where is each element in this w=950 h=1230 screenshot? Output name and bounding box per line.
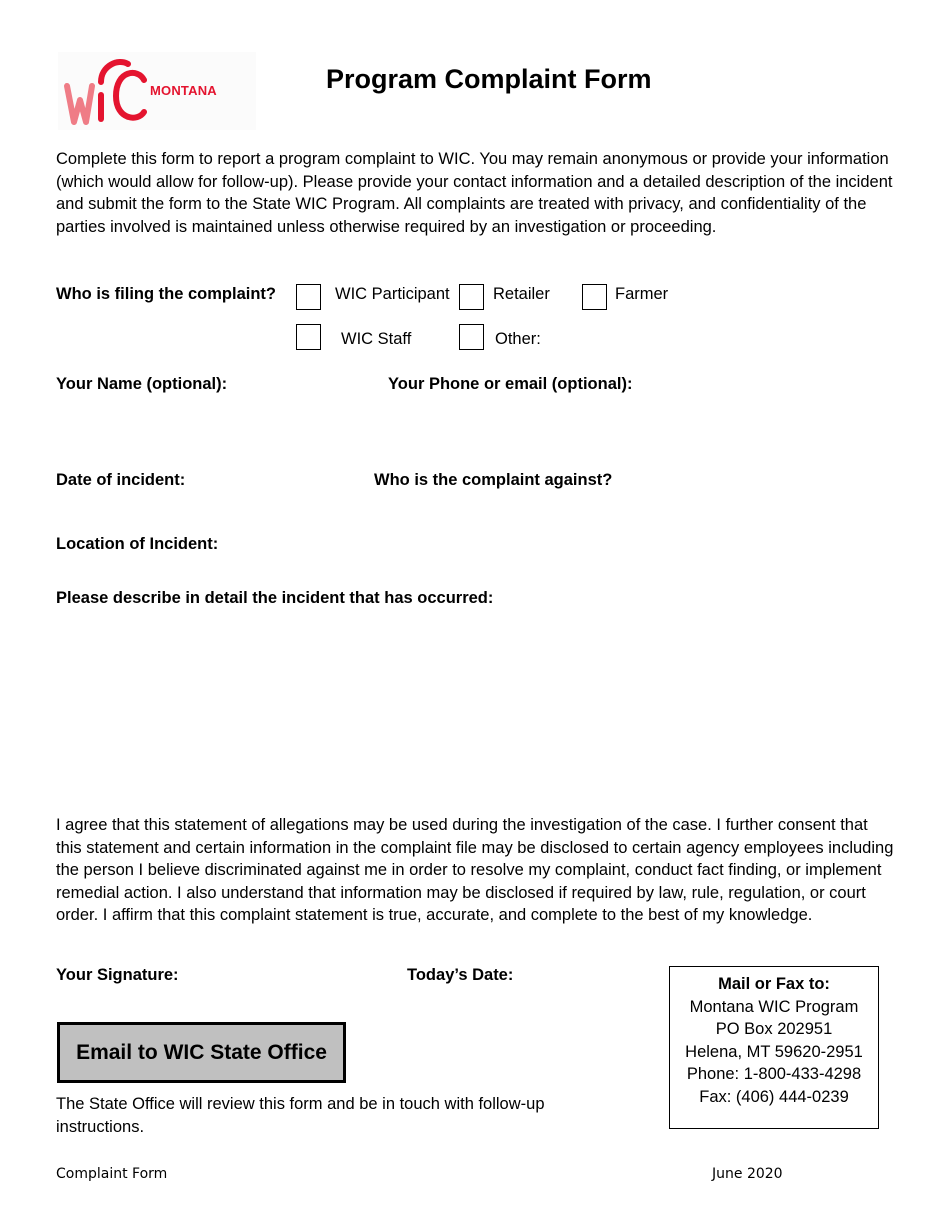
checkbox-retailer[interactable] [459,284,484,310]
page-title: Program Complaint Form [326,64,652,94]
checkbox-wic-staff[interactable] [296,324,321,350]
option-retailer: Retailer [493,285,550,303]
describe-label: Please describe in detail the incident that has occurred: [56,589,494,607]
option-farmer: Farmer [615,285,669,303]
contact-label: Your Phone or email (optional): [388,375,633,393]
option-other: Other: [495,330,541,348]
wic-montana-logo [58,52,256,130]
location-label: Location of Incident: [56,535,219,553]
filer-question: Who is filing the complaint? [56,285,276,303]
email-state-office-button[interactable]: Email to WIC State Office [57,1022,346,1083]
mail-line-phone: Phone: 1-800-433-4298 [686,1065,862,1084]
mail-line-po-box: PO Box 202951 [715,1020,833,1039]
signature-label: Your Signature: [56,966,179,984]
checkbox-other[interactable] [459,324,484,350]
mail-heading: Mail or Fax to: [718,975,830,993]
intro-paragraph: Complete this form to report a program complaint to WIC. You may remain anonymous or provide your information (which would allow for follow-up). Please provide your contact information and a detailed description of the incident and submit the form to the State WIC Program. All complaints are treated with privacy, and confidentiality of the parties involved is maintained unless otherwise required by an investigation or proceeding. [56,150,893,236]
footer-right: June 2020 [712,1166,783,1182]
name-label: Your Name (optional): [56,375,228,393]
consent-paragraph: I agree that this statement of allegations may be used during the investigation of the case. I further consent that this statement and certain information in the complaint file may be disclosed to certain agency employees including the person I believe discriminated against me in order to resolve my complaint, conduct fact finding, or implement remedial action. I also understand that information may be disclosed if required by law, rule, regulation, or court order. I affirm that this complaint statement is true, accurate, and complete to the best of my knowledge. [56,816,894,925]
mail-line-city: Helena, MT 59620-2951 [685,1042,863,1061]
mail-line-program: Montana WIC Program [689,997,859,1016]
option-wic-participant: WIC Participant [335,285,450,303]
against-label: Who is the complaint against? [374,471,613,489]
date-label: Date of incident: [56,471,186,489]
option-wic-staff: WIC Staff [341,330,412,348]
review-note: The State Office will review this form and be in touch with follow-up instructions. [56,1095,545,1136]
footer-left: Complaint Form [56,1166,168,1182]
logo-state-text: MONTANA [150,83,217,98]
checkbox-farmer[interactable] [582,284,607,310]
mail-line-fax: Fax: (406) 444-0239 [699,1087,849,1106]
checkbox-wic-participant[interactable] [296,284,321,310]
todays-date-label: Today’s Date: [407,966,514,984]
mail-fax-box [669,966,879,1129]
